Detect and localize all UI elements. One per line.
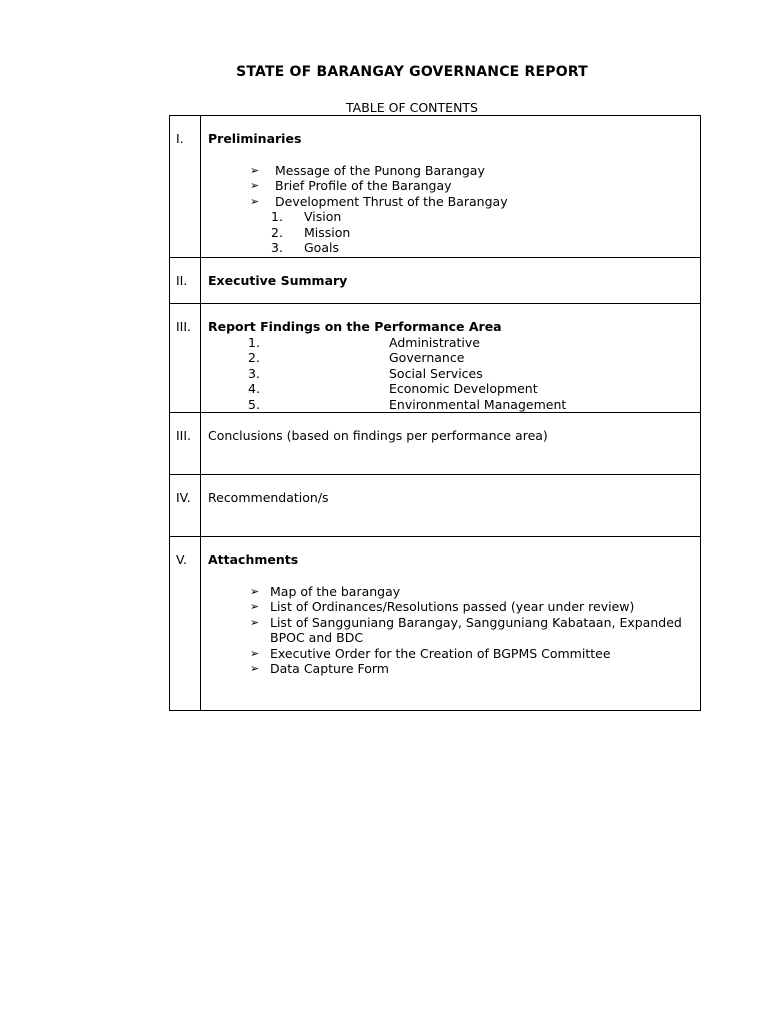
section-content xyxy=(201,537,701,711)
arrow-bullet-icon: ➢ xyxy=(250,662,260,675)
arrow-bullet-icon: ➢ xyxy=(250,646,260,660)
list-item-text: Brief Profile of the Barangay xyxy=(275,178,452,193)
item-number: 2. xyxy=(248,350,260,365)
list-item-text: Development Thrust of the Barangay xyxy=(275,193,508,209)
section-title: Conclusions (based on findings per performance area) xyxy=(208,428,548,443)
section-content xyxy=(201,258,701,304)
section-numeral: V. xyxy=(170,537,201,711)
list-item xyxy=(208,178,692,194)
list-item xyxy=(208,350,692,366)
arrow-bullet-icon: ➢ xyxy=(250,194,260,208)
performance-area-list xyxy=(208,335,692,413)
list-item-text: Social Services xyxy=(389,365,483,381)
arrow-bullet-icon: ➢ xyxy=(250,163,260,177)
section-numeral: II. xyxy=(170,258,201,304)
section-content xyxy=(201,304,701,413)
section-title: Attachments xyxy=(208,552,299,567)
section-title: Report Findings on the Performance Area xyxy=(208,319,502,334)
bullet-list xyxy=(208,584,692,677)
list-item-text: Mission xyxy=(304,224,351,240)
list-item xyxy=(208,209,692,225)
numbered-sublist xyxy=(208,209,692,256)
section-title: Executive Summary xyxy=(208,273,348,288)
list-item-text: Governance xyxy=(389,350,465,365)
list-item-text: Economic Development xyxy=(389,381,538,396)
list-item xyxy=(208,194,692,210)
item-number: 2. xyxy=(271,224,283,240)
item-number: 3. xyxy=(271,240,283,255)
list-item xyxy=(208,366,692,382)
section-content xyxy=(201,116,701,258)
list-item-text: Environmental Management xyxy=(389,396,567,412)
arrow-bullet-icon: ➢ xyxy=(250,584,260,598)
toc-row-conclusions xyxy=(170,413,701,475)
list-item xyxy=(208,615,692,646)
section-title: Recommendation/s xyxy=(208,490,329,505)
toc-row-attachments xyxy=(170,537,701,711)
item-number: 3. xyxy=(248,365,260,381)
section-numeral: IV. xyxy=(170,475,201,537)
list-item-text: Data Capture Form xyxy=(270,661,389,676)
toc-row-executive-summary xyxy=(170,258,701,304)
list-item xyxy=(208,381,692,397)
list-item-text: List of Sangguniang Barangay, Sangguniang Kabataan, Expanded BPOC and BDC xyxy=(270,614,682,645)
list-item xyxy=(208,661,692,677)
list-item-text: Goals xyxy=(304,240,339,255)
item-number: 4. xyxy=(248,381,260,396)
list-item xyxy=(208,163,692,179)
list-item xyxy=(208,599,692,615)
section-numeral: III. xyxy=(170,304,201,413)
list-item xyxy=(208,225,692,241)
arrow-bullet-icon: ➢ xyxy=(250,179,260,192)
table-of-contents xyxy=(169,115,701,711)
bullet-list xyxy=(208,163,692,210)
list-item-text: List of Ordinances/Resolutions passed (year under review) xyxy=(270,599,635,614)
section-title: Preliminaries xyxy=(208,131,302,146)
list-item xyxy=(208,397,692,413)
arrow-bullet-icon: ➢ xyxy=(250,600,260,613)
list-item-text: Message of the Punong Barangay xyxy=(275,162,485,178)
list-item xyxy=(208,584,692,600)
item-number: 5. xyxy=(248,396,260,412)
toc-row-recommendations xyxy=(170,475,701,537)
item-number: 1. xyxy=(248,334,260,350)
list-item-text: Vision xyxy=(304,209,342,224)
section-numeral: I. xyxy=(170,116,201,258)
table-of-contents-heading: TABLE OF CONTENTS xyxy=(345,100,478,115)
toc-row-preliminaries xyxy=(170,116,701,258)
section-content xyxy=(201,475,701,537)
list-item xyxy=(208,240,692,256)
list-item xyxy=(208,646,692,662)
list-item-text: Executive Order for the Creation of BGPMS Committee xyxy=(270,645,611,661)
document-title: STATE OF BARANGAY GOVERNANCE REPORT xyxy=(236,64,588,80)
list-item-text: Administrative xyxy=(389,334,480,350)
list-item xyxy=(208,335,692,351)
item-number: 1. xyxy=(271,209,283,224)
section-numeral: III. xyxy=(170,413,201,475)
list-item-text: Map of the barangay xyxy=(270,583,401,599)
toc-row-report-findings xyxy=(170,304,701,413)
arrow-bullet-icon: ➢ xyxy=(250,615,260,629)
section-content xyxy=(201,413,701,475)
